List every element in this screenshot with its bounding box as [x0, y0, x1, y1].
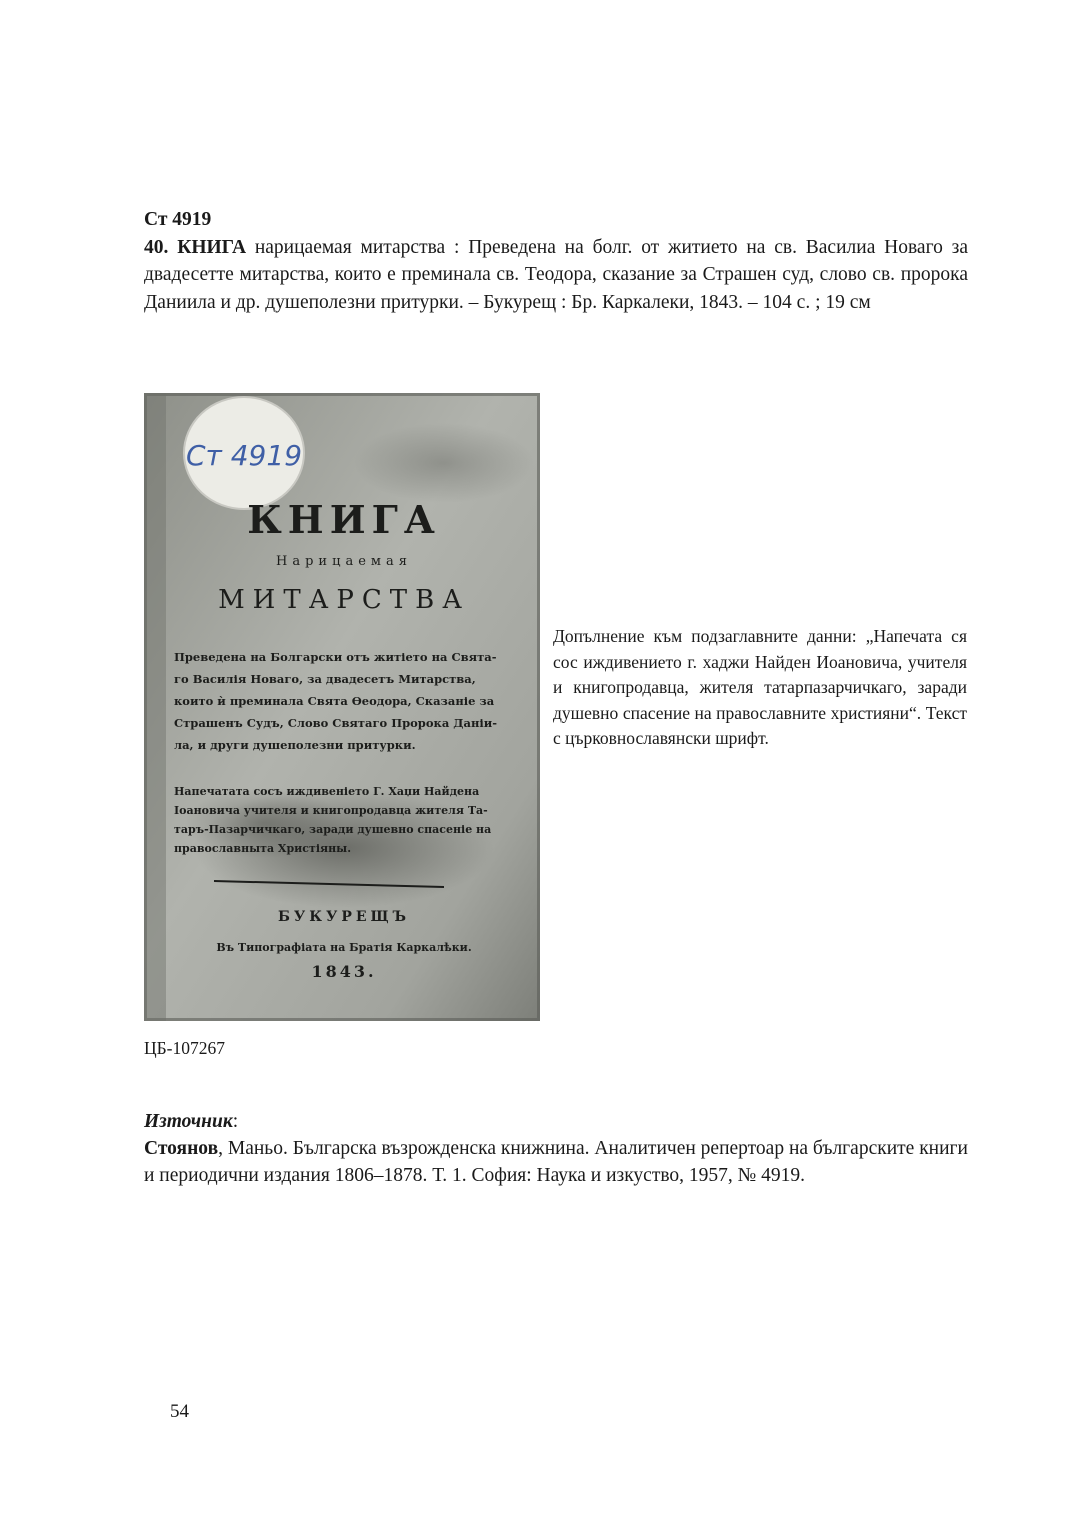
- cover-para1-line: ла, и други душеполезни притурки.: [174, 738, 416, 752]
- cover-para1-line: Страшенъ Судъ, Слово Святаго Пророка Даніи-: [174, 716, 498, 730]
- cover-city: БУКУРЕЩЪ: [277, 909, 411, 925]
- cover-para1-line: Преведена на Болгарски отъ житіето на Свята-: [174, 650, 497, 664]
- source-heading: [144, 1108, 968, 1135]
- cover-para2-line: Іоановича учителя и книгопродавца жителя Та-: [174, 804, 488, 817]
- inventory-sticker: [184, 397, 304, 509]
- shelfmark: Ст 4919: [144, 209, 212, 230]
- source-label-colon: :: [232, 1111, 239, 1132]
- cover-para2-line: таръ-Пазарчичкаго, заради душевно спасеніе на: [174, 823, 492, 836]
- book-cover-photo: [144, 393, 540, 1021]
- inventory-number: ЦБ-107267: [144, 1038, 226, 1058]
- sticker-number: Ст 4919: [185, 439, 303, 472]
- page-number: 54: [170, 1401, 189, 1422]
- source-citation: [144, 1135, 968, 1189]
- entry-number: 40.: [144, 236, 169, 258]
- cover-para1-line: го Василія Новаго, за двадесетъ Митарства,: [174, 672, 476, 686]
- cover-title-line1: КНИГА: [247, 497, 441, 542]
- entry-description: нарицаемая митарства : Преведена на болг. от житието на св. Василиа Новаго за двадесетте митарства, които е преминала св. Теодора, сказание за Страшен суд, слово св. пророка Даниила и др. душеполезни притурки. – Букурещ : Бр. Каркалеки, 1843. – 104 с. ; 19 см: [144, 236, 969, 313]
- source-label: Източник: [144, 1111, 233, 1132]
- cover-para2-line: православныта Христіяны.: [174, 842, 352, 855]
- entry-title: КНИГА: [177, 236, 247, 258]
- cover-para2-line: Напечатата сосъ иждивеніето Г. Хаџи Найдена: [174, 785, 480, 798]
- catalog-entry: [144, 206, 968, 316]
- cover-para1-line: които ѝ преминала Свята Өеодора, Сказаніе за: [174, 694, 495, 708]
- source-citation-text: , Маньо. Българска възрожденска книжнина. Аналитичен репертоар на българските книги и периодични издания 1806–1878. Т. 1. София: Наука и изкуство, 1957, № 4919.: [144, 1138, 968, 1186]
- source-author: Стоянов: [144, 1138, 219, 1159]
- cover-title-line2: Нарицаемая: [276, 554, 412, 569]
- cover-year: 1843.: [311, 962, 377, 981]
- supplementary-note: Допълнение към подзаглавните данни: „Напечата ся сос иждивението г. хаджи Найден Иоановича, учителя и книгопродавца, жителя татарпазарчичкаго, заради душевно спасение на православните християни“. Текст с църковнославянски шрифт.: [553, 626, 967, 748]
- cover-printer: Въ Типографіата на Братія Каркалѣки.: [216, 941, 472, 954]
- cover-title-line3: МИТАРСТВА: [218, 585, 470, 615]
- source-section: [144, 1108, 968, 1189]
